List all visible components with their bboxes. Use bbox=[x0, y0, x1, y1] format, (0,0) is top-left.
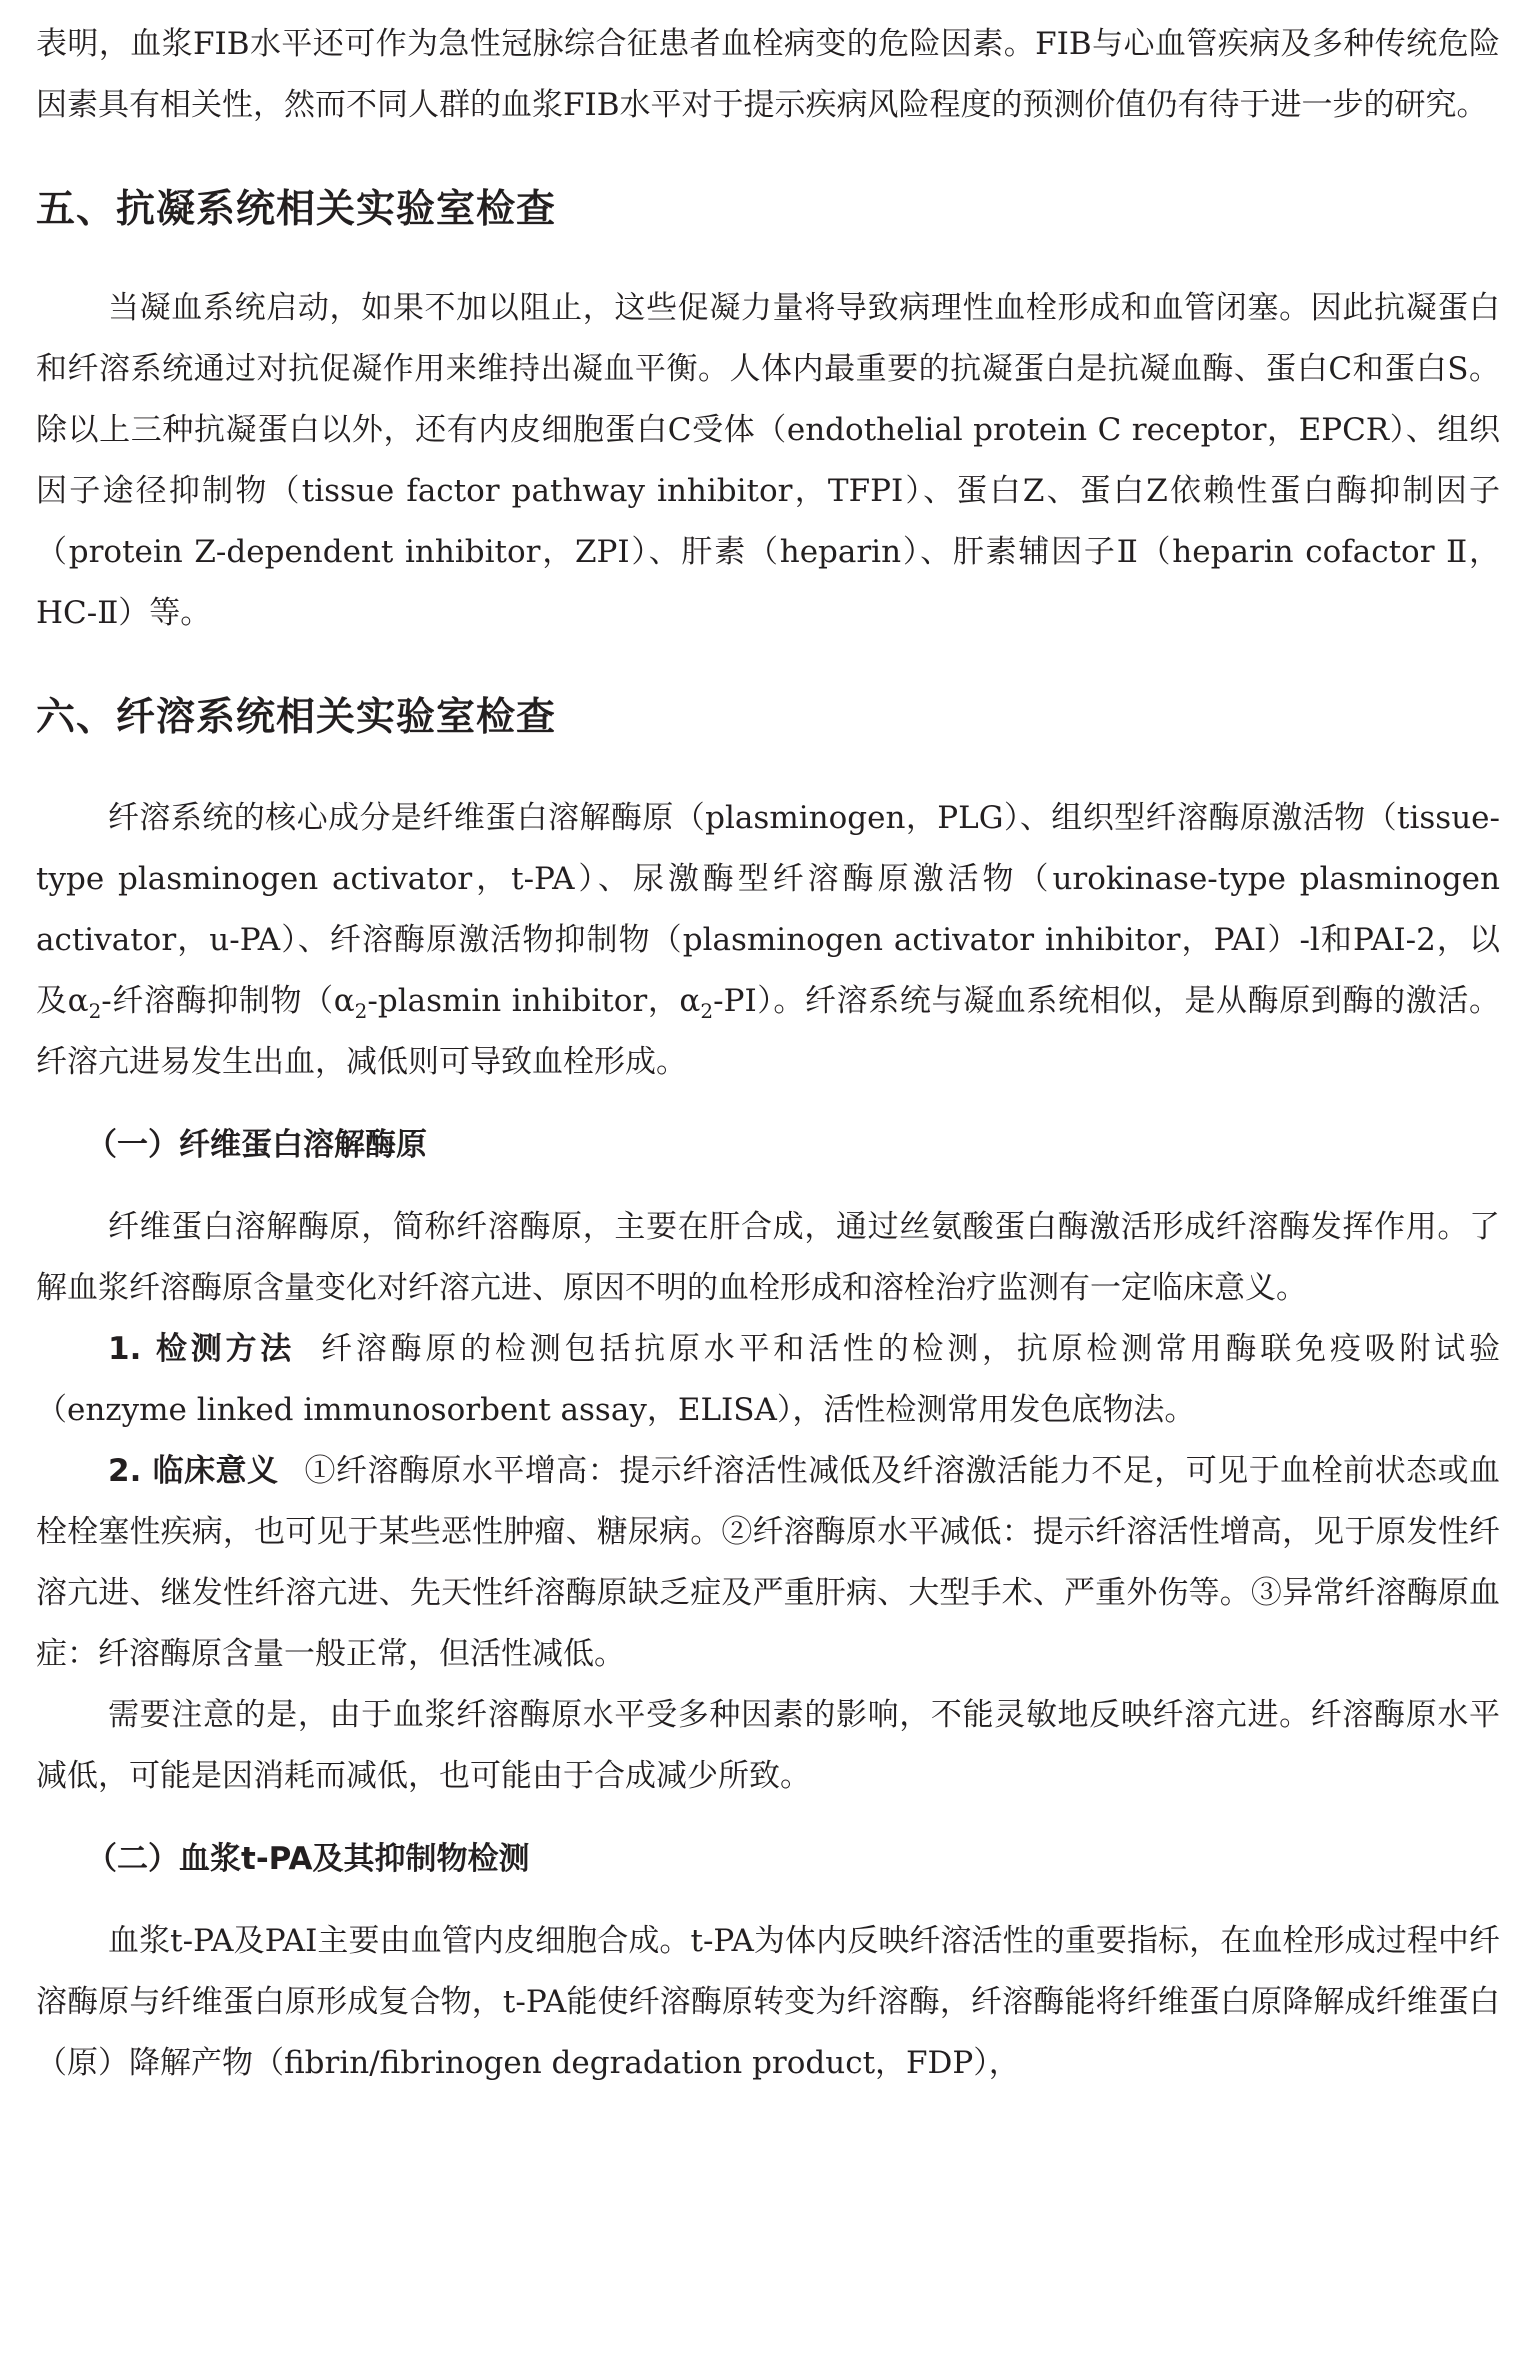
section-6-intro-text-1: 纤溶系统的核心成分是纤维蛋白溶解酶原（plasminogen，PLG）、组织型纤溶酶原激活物（tissue-type plasminogen activator，t-PA）、尿激酶型纤溶酶原激活物（urokinase-type plasminogen activator，u-PA）、纤溶酶原激活物抑制物（plasminogen activator inhibitor，PAI）-l和PAI-2，以及α bbox=[36, 800, 1500, 1019]
section-6-intro-text-2: -纤溶酶抑制物（α bbox=[101, 983, 355, 1019]
section-6-heading: 六、纤溶系统相关实验室检查 bbox=[36, 695, 557, 740]
section-5-heading: 五、抗凝系统相关实验室检查 bbox=[36, 187, 557, 232]
alpha-subscript: 2 bbox=[354, 999, 368, 1024]
section-6-intro-text-4: -PI）。纤溶系统与凝血系统相似，是从酶原到酶的激活。纤溶亢进易发生出血，减低则可导致血栓形成。 bbox=[36, 983, 1500, 1080]
clinical-significance-paragraph bbox=[36, 1441, 1500, 1685]
alpha-subscript: 2 bbox=[700, 999, 714, 1024]
intro-paragraph: 表明，血浆FIB水平还可作为急性冠脉综合征患者血栓病变的危险因素。FIB与心血管疾病及多种传统危险因素具有相关性，然而不同人群的血浆FIB水平对于提示疾病风险程度的预测价值仍有待于进一步的研究。 bbox=[36, 26, 1500, 123]
clinical-significance-label: 2. 临床意义 bbox=[108, 1453, 279, 1489]
clinical-significance-text: ①纤溶酶原水平增高：提示纤溶活性减低及纤溶激活能力不足，可见于血栓前状态或血栓栓塞性疾病，也可见于某些恶性肿瘤、糖尿病。②纤溶酶原水平减低：提示纤溶活性增高，见于原发性纤溶亢进、继发性纤溶亢进、先天性纤溶酶原缺乏症及严重肝病、大型手术、严重外伤等。③异常纤溶酶原血症：纤溶酶原含量一般正常，但活性减低。 bbox=[36, 1453, 1501, 1672]
document-page bbox=[36, 14, 1500, 2094]
section-6-intro-text-3: -plasmin inhibitor，α bbox=[367, 983, 701, 1019]
section-6-intro-paragraph bbox=[36, 788, 1500, 1093]
detection-method-text: 纤溶酶原的检测包括抗原水平和活性的检测，抗原检测常用酶联免疫吸附试验（enzyme linked immunosorbent assay，ELISA），活性检测常用发色底物法。 bbox=[36, 1331, 1501, 1428]
subsection-2-heading: （二）血浆t-PA及其抑制物检测 bbox=[86, 1841, 530, 1877]
subsection-2-paragraph: 血浆t-PA及PAI主要由血管内皮细胞合成。t-PA为体内反映纤溶活性的重要指标，在血栓形成过程中纤溶酶原与纤维蛋白原形成复合物，t-PA能使纤溶酶原转变为纤溶酶，纤溶酶能将纤维蛋白原降解成纤维蛋白（原）降解产物（fibrin/fibrinogen degradation product，FDP）， bbox=[36, 1923, 1500, 2081]
subsection-1-heading: （一）纤维蛋白溶解酶原 bbox=[86, 1127, 427, 1163]
detection-method-paragraph bbox=[36, 1319, 1500, 1441]
section-5-paragraph: 当凝血系统启动，如果不加以阻止，这些促凝力量将导致病理性血栓形成和血管闭塞。因此抗凝蛋白和纤溶系统通过对抗促凝作用来维持出凝血平衡。人体内最重要的抗凝蛋白是抗凝血酶、蛋白C和蛋白S。除以上三种抗凝蛋白以外，还有内皮细胞蛋白C受体（endothelial protein C receptor，EPCR）、组织因子途径抑制物（tissue factor pathway inhibitor，TFPI）、蛋白Z、蛋白Z依赖性蛋白酶抑制因子（protein Z-dependent inhibitor，ZPI）、肝素（heparin）、肝素辅因子Ⅱ（heparin cofactor Ⅱ，HC-Ⅱ）等。 bbox=[36, 290, 1500, 631]
alpha-subscript: 2 bbox=[88, 999, 102, 1024]
note-paragraph: 需要注意的是，由于血浆纤溶酶原水平受多种因素的影响，不能灵敏地反映纤溶亢进。纤溶酶原水平减低，可能是因消耗而减低，也可能由于合成减少所致。 bbox=[36, 1697, 1500, 1794]
subsection-1-paragraph: 纤维蛋白溶解酶原，简称纤溶酶原，主要在肝合成，通过丝氨酸蛋白酶激活形成纤溶酶发挥作用。了解血浆纤溶酶原含量变化对纤溶亢进、原因不明的血栓形成和溶栓治疗监测有一定临床意义。 bbox=[36, 1209, 1500, 1306]
detection-method-label: 1. 检测方法 bbox=[108, 1331, 296, 1367]
